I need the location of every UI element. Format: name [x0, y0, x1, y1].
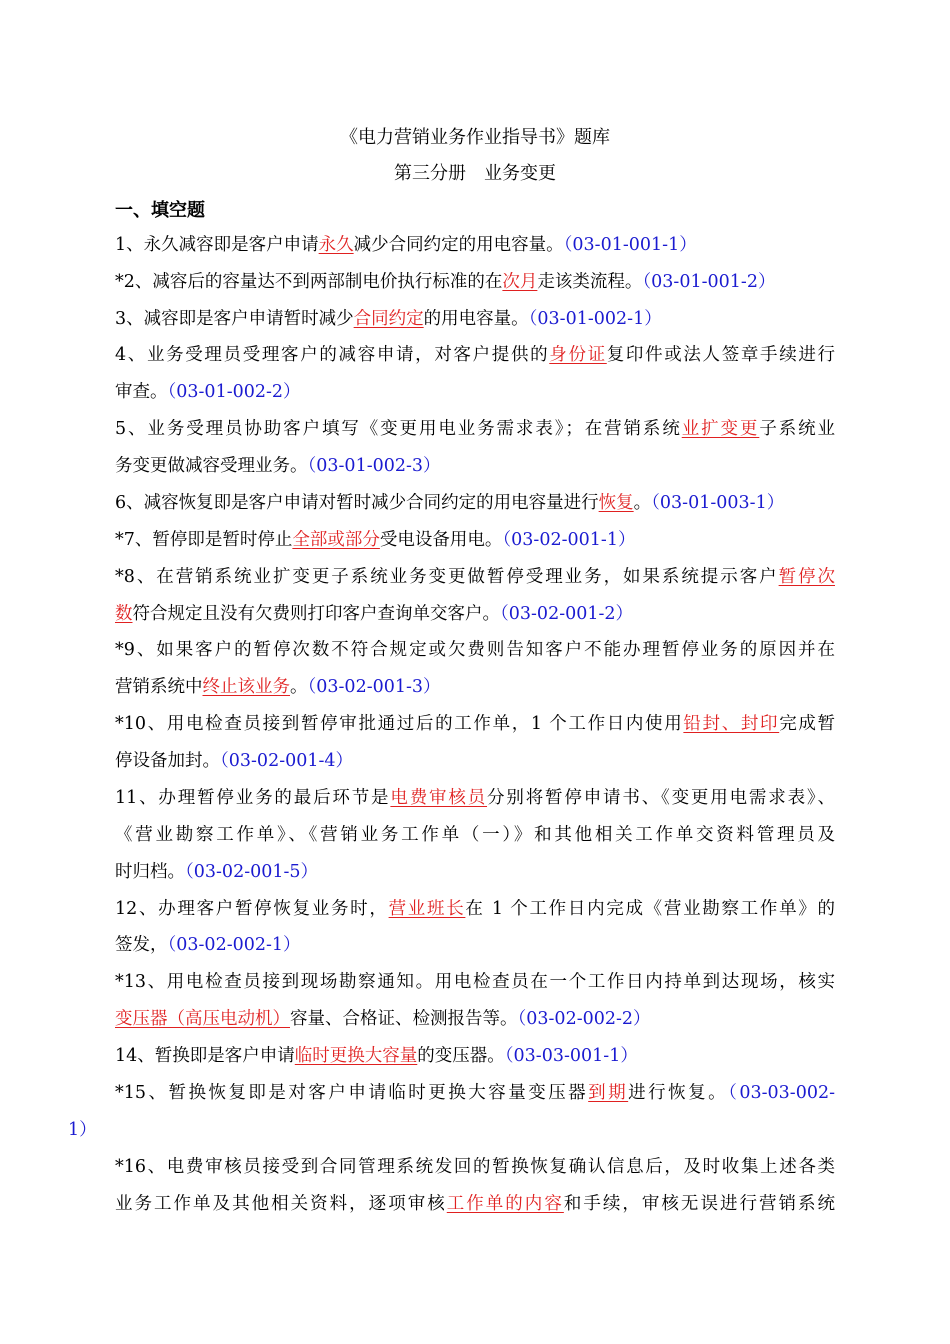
question-line — [115, 970, 835, 994]
question-text: *2、减容后的容量达不到两部制电价执行标准的在 — [115, 272, 503, 292]
question-code: 1） — [68, 1120, 97, 1140]
answer-text: 业扩变更 — [681, 419, 760, 439]
question-text: *8、在营销系统业扩变更子系统业务变更做暂停受理业务，如果系统提示客户 — [115, 567, 779, 587]
answer-text: 全部或部分 — [292, 530, 380, 550]
answer-text: 电费审核员 — [390, 788, 488, 808]
question-text: 的用电容量。 — [423, 309, 529, 329]
question-code: （03-02-001-4） — [220, 751, 354, 771]
question-text: 受电设备用电。 — [379, 530, 503, 550]
question-code: （03-02-001-1） — [502, 530, 636, 550]
answer-text: 变压器（高压电动机） — [115, 1009, 290, 1029]
answer-text: 营业班长 — [388, 899, 466, 919]
question-code: （03-01-002-3） — [307, 456, 441, 476]
question-line — [115, 675, 835, 699]
question-code: （03-01-001-2） — [642, 272, 776, 292]
question-text: 3、减容即是客户申请暂时减少 — [115, 309, 354, 329]
answer-text: 恢复 — [598, 493, 634, 513]
question-line — [115, 528, 835, 552]
question-line — [115, 1155, 835, 1179]
question-text: *13、用电检查员接到现场勘察通知。用电检查员在一个工作日内持单到达现场，核实 — [115, 972, 835, 992]
question-text: 4、业务受理员受理客户的减容申请，对客户提供的 — [115, 345, 550, 365]
question-line — [115, 270, 835, 294]
question-text: 1、永久减容即是客户申请 — [115, 235, 319, 255]
question-line — [115, 380, 835, 404]
question-text: 完成暂 — [779, 714, 835, 734]
question-code: （03-01-002-1） — [528, 309, 662, 329]
answer-text: 暂停次 — [778, 567, 835, 587]
question-code: （03-02-001-3） — [307, 677, 441, 697]
question-code: （03-03-001-1） — [504, 1046, 638, 1066]
question-text: *9、如果客户的暂停次数不符合规定或欠费则告知客户不能办理暂停业务的原因并在 — [115, 640, 835, 660]
question-text: 6、减容恢复即是客户申请对暂时减少合同约定的用电容量进行 — [115, 493, 599, 513]
question-text: 和手续，审核无误进行营销系统 — [563, 1194, 835, 1214]
question-text: *7、暂停即是暂时停止 — [115, 530, 293, 550]
question-text: 《营业勘察工作单》、《营销业务工作单（一）》和其他相关工作单交资料管理员及 — [115, 825, 835, 845]
answer-text: 次月 — [502, 272, 538, 292]
question-line — [115, 233, 835, 257]
question-line — [115, 1192, 835, 1216]
question-text: 签发， — [115, 935, 168, 955]
answer-text: 合同约定 — [353, 309, 424, 329]
question-line — [115, 565, 835, 589]
question-text: 时归档。 — [115, 862, 185, 882]
document-subtitle: 第三分册 业务变更 — [394, 163, 556, 184]
question-text: 营销系统中 — [115, 677, 203, 697]
question-text: 走该类流程。 — [537, 272, 643, 292]
question-line — [115, 602, 835, 626]
question-code: （03-01-003-1） — [651, 493, 785, 513]
question-line — [115, 823, 835, 847]
question-text: 减少合同约定的用电容量。 — [353, 235, 564, 255]
question-text: 。 — [290, 677, 308, 697]
question-line — [115, 417, 835, 441]
question-text: 务变更做减容受理业务。 — [115, 456, 308, 476]
question-line — [115, 307, 835, 331]
question-text: 14、暂换即是客户申请 — [115, 1046, 295, 1066]
question-text: 容量、合格证、检测报告等。 — [290, 1009, 518, 1029]
question-text: 11、办理暂停业务的最后环节是 — [115, 788, 391, 808]
question-code: （03-02-002-2） — [517, 1009, 651, 1029]
question-text: 业务工作单及其他相关资料，逐项审核 — [115, 1194, 447, 1214]
question-text: *16、电费审核员接受到合同管理系统发回的暂换恢复确认信息后，及时收集上述各类 — [115, 1157, 835, 1177]
answer-text: 工作单的内容 — [446, 1194, 564, 1214]
question-text: 复印件或法人签章手续进行 — [606, 345, 835, 365]
answer-text: 永久 — [318, 235, 354, 255]
question-code: （03-03-002- — [728, 1083, 835, 1103]
question-text: 12、办理客户暂停恢复业务时， — [115, 899, 389, 919]
question-text: 审查。 — [115, 382, 168, 402]
answer-text: 数 — [115, 604, 133, 624]
question-line — [68, 1118, 788, 1142]
question-line — [115, 860, 835, 884]
answer-text: 身份证 — [549, 345, 607, 365]
question-code: （03-02-002-1） — [167, 935, 301, 955]
question-line — [115, 786, 835, 810]
question-line — [115, 638, 835, 662]
answer-text: 铅封、封印 — [683, 714, 780, 734]
question-line — [115, 749, 835, 773]
question-text: 。 — [633, 493, 652, 513]
document-title: 《电力营销业务作业指导书》题库 — [340, 127, 610, 148]
answer-text: 终止该业务 — [202, 677, 290, 697]
question-line — [115, 933, 835, 957]
answer-text: 临时更换大容量 — [294, 1046, 418, 1066]
question-code: （03-02-001-2） — [500, 604, 634, 624]
question-code: （03-02-001-5） — [185, 862, 319, 882]
question-line — [115, 1081, 835, 1105]
question-text: 子系统业 — [759, 419, 835, 439]
question-text: 5、业务受理员协助客户填写《变更用电业务需求表》；在营销系统 — [115, 419, 682, 439]
section-heading: 一、填空题 — [115, 200, 205, 221]
question-code: （03-01-002-2） — [167, 382, 301, 402]
question-line — [115, 712, 835, 736]
question-text: 符合规定且没有欠费则打印客户查询单交客户。 — [132, 604, 500, 624]
question-line — [115, 1007, 835, 1031]
question-text: 停设备加封。 — [115, 751, 220, 771]
question-line — [115, 897, 835, 921]
question-code: （03-01-001-1） — [563, 235, 697, 255]
question-line — [115, 1044, 835, 1068]
question-text: 分别将暂停申请书、《变更用电需求表》、 — [487, 788, 835, 808]
question-text: *10、用电检查员接到暂停审批通过后的工作单，1 个工作日内使用 — [115, 714, 684, 734]
question-text: 在 1 个工作日内完成《营业勘察工作单》的 — [465, 899, 835, 919]
answer-text: 到期 — [588, 1083, 629, 1103]
question-line — [115, 454, 835, 478]
question-line — [115, 491, 835, 515]
question-text: 的变压器。 — [417, 1046, 505, 1066]
question-text: 进行恢复。 — [628, 1083, 729, 1103]
question-line — [115, 343, 835, 367]
question-text: *15、暂换恢复即是对客户申请临时更换大容量变压器 — [115, 1083, 589, 1103]
